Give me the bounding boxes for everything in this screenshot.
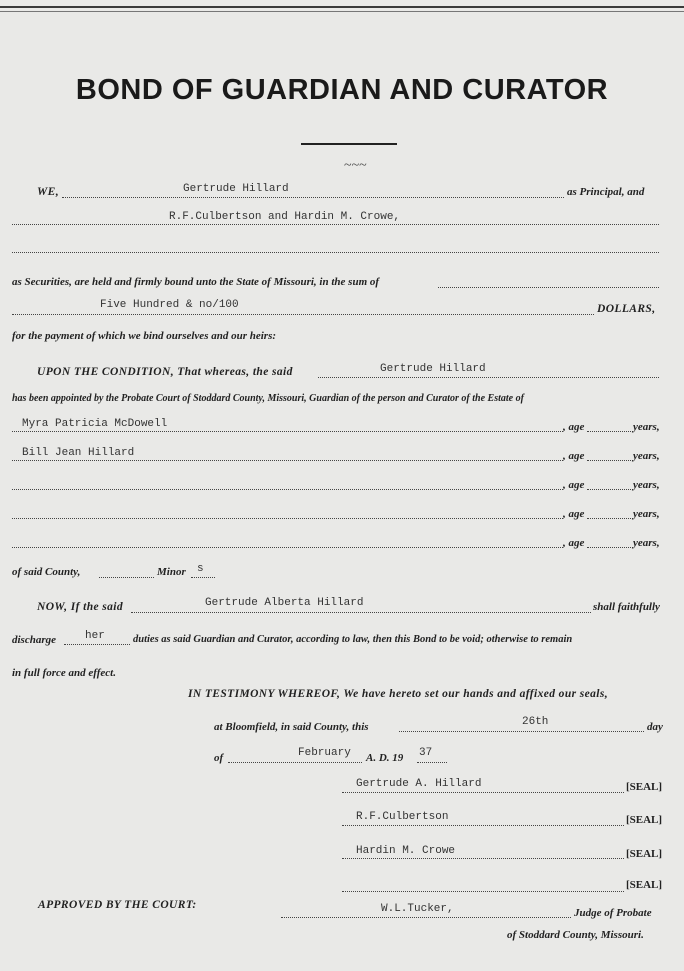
judge-county: of Stoddard County, Missouri. (507, 929, 644, 941)
ad-label: A. D. 19 (366, 752, 404, 764)
sum-amount: Five Hundred & no/100 (100, 299, 239, 311)
bloomfield-text: at Bloomfield, in said County, this (214, 721, 369, 733)
minor-line (12, 547, 563, 548)
age-line (587, 547, 633, 548)
judge-title: Judge of Probate (574, 907, 652, 919)
securities-names: R.F.Culbertson and Hardin M. Crowe, (169, 211, 401, 223)
age-label: , age (563, 421, 585, 433)
county-line (99, 577, 154, 578)
condition-line (318, 377, 659, 378)
sum-line-1 (438, 287, 659, 288)
of-label: of (214, 752, 224, 764)
minor-line (12, 431, 563, 432)
years-label: years, (633, 537, 660, 549)
minor-suffix: s (197, 563, 204, 575)
appointed-text: has been appointed by the Probate Court of Stoddard County, Missouri, Guardian of the person and Curator of the Estate of (12, 393, 524, 404)
principal-name: Gertrude Hillard (183, 183, 289, 195)
age-label: , age (563, 479, 585, 491)
minor-line (12, 460, 563, 461)
minor-line (12, 489, 563, 490)
age-label: , age (563, 508, 585, 520)
minor-line (12, 518, 563, 519)
blank-line-1 (12, 252, 659, 253)
years-label: years, (633, 450, 660, 462)
age-label: , age (563, 537, 585, 549)
top-border-rule (0, 6, 684, 8)
age-line (587, 489, 633, 490)
now-line (131, 612, 591, 613)
signature-name: Gertrude A. Hillard (356, 778, 482, 790)
judge-line (281, 917, 571, 918)
discharge-line (64, 644, 130, 645)
full-force-text: in full force and effect. (12, 667, 116, 679)
payment-text: for the payment of which we bind ourselves and our heirs: (12, 330, 277, 342)
condition-name: Gertrude Hillard (380, 363, 486, 375)
we-label: WE, (37, 186, 59, 198)
discharge-label: discharge (12, 634, 56, 646)
years-label: years, (633, 479, 660, 491)
sum-line-2 (12, 314, 594, 315)
signature-line (342, 825, 624, 826)
seal-label: [SEAL] (626, 879, 663, 891)
judge-name: W.L.Tucker, (381, 903, 454, 915)
minor-name: Bill Jean Hillard (22, 447, 135, 459)
month: February (298, 747, 351, 759)
discharge-pronoun: her (85, 630, 105, 642)
testimony-text: IN TESTIMONY WHEREOF, We have hereto set our hands and affixed our seals, (188, 688, 609, 700)
now-text: NOW, If the said (37, 601, 124, 613)
age-line (587, 431, 633, 432)
year-suffix: 37 (419, 747, 433, 759)
month-line (228, 762, 362, 763)
year-line (417, 762, 447, 763)
seal-label: [SEAL] (626, 848, 663, 860)
years-label: years, (633, 421, 660, 433)
approved-text: APPROVED BY THE COURT: (38, 899, 197, 911)
document-title: BOND OF GUARDIAN AND CURATOR (75, 74, 609, 106)
seal-label: [SEAL] (626, 814, 663, 826)
county-text: of said County, (12, 566, 81, 578)
securities-text: as Securities, are held and firmly bound unto the State of Missouri, in the sum of (12, 276, 380, 288)
duties-text: duties as said Guardian and Curator, according to law, then this Bond to be void; otherwise to remain (133, 634, 573, 645)
signature-name: R.F.Culbertson (356, 811, 449, 823)
title-swash-ornament: ~~~ (344, 158, 367, 173)
principal-line (62, 197, 564, 198)
as-principal-label: as Principal, and (567, 186, 645, 198)
seal-label: [SEAL] (626, 781, 663, 793)
age-line (587, 460, 633, 461)
securities-line (12, 224, 659, 225)
title-underline (301, 143, 397, 145)
minor-name: Myra Patricia McDowell (22, 418, 168, 430)
condition-text: UPON THE CONDITION, That whereas, the said (37, 366, 293, 378)
age-line (587, 518, 633, 519)
day-number: 26th (522, 716, 549, 728)
day-label: day (647, 721, 663, 733)
top-border-rule-thin (0, 11, 684, 12)
age-label: , age (563, 450, 585, 462)
day-line (399, 731, 644, 732)
faithfully-text: shall faithfully (593, 601, 660, 613)
signature-line (342, 891, 624, 892)
dollars-label: DOLLARS, (597, 303, 656, 315)
signature-line (342, 858, 624, 859)
now-name: Gertrude Alberta Hillard (205, 597, 364, 609)
minor-suffix-line (191, 577, 215, 578)
signature-line (342, 792, 624, 793)
minor-label: Minor (157, 566, 186, 578)
years-label: years, (633, 508, 660, 520)
signature-name: Hardin M. Crowe (356, 845, 456, 857)
